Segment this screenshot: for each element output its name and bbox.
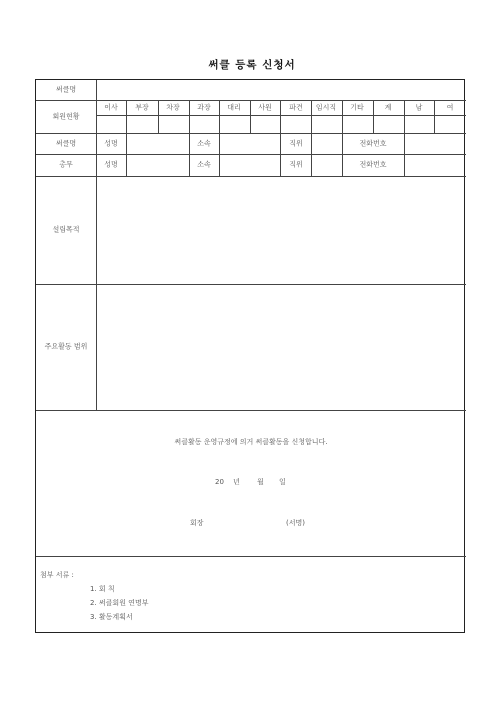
row-divider [36,176,466,177]
column-divider [280,100,281,133]
president-label: 회장 [190,519,204,527]
column-divider [311,100,312,133]
secretary-label: 총무 [59,160,73,169]
member-column-header: 차장 [166,103,180,112]
circle-name-label: 써클명 [55,85,77,94]
row-divider [36,284,466,285]
activity-scope-label: 주요활동 범위 [44,342,88,351]
application-form [35,79,465,633]
member-column-header: 이사 [104,103,118,112]
leader-affiliation-label: 소속 [197,139,211,148]
date-year-label: 년 [233,478,240,486]
member-column-header: 대리 [227,103,241,112]
leader-position-label: 직위 [289,139,303,148]
leader-phone-label: 전화번호 [359,139,387,148]
secretary-phone-label: 전화번호 [359,160,387,169]
column-divider [434,100,435,133]
purpose-label: 설립목적 [52,225,80,234]
column-divider [404,100,405,133]
column-divider [373,100,374,133]
column-divider [311,133,312,176]
attachment-item: 1. 회 칙 [90,585,115,593]
date-day-label: 일 [279,478,286,486]
date-year-prefix: 20 [215,478,224,486]
member-column-header: 남 [415,103,423,112]
column-divider [219,100,220,133]
column-divider [342,133,343,176]
member-column-header: 사원 [258,103,272,112]
secretary-name-label: 성명 [104,160,118,169]
member-column-header: 과장 [197,103,211,112]
row-divider [36,556,466,557]
member-column-header: 여 [446,103,454,112]
member-column-header: 임시직 [315,103,337,112]
column-divider [126,133,127,176]
column-divider [189,100,190,133]
circle-leader-label: 써클명 [55,139,77,148]
member-column-header: 부장 [135,103,149,112]
member-column-header: 기타 [350,103,364,112]
column-divider [126,100,127,133]
column-divider [404,133,405,176]
declaration-statement: 써클활동 운영규정에 의거 써클활동을 신청합니다. [174,438,328,446]
member-column-header: 파견 [289,103,303,112]
member-status-label: 회원현황 [52,112,80,121]
column-divider [250,100,251,133]
row-divider [96,115,466,116]
row-divider [36,133,466,134]
attachment-item: 2. 써클회원 연명부 [90,599,149,607]
column-divider [342,100,343,133]
attachment-item: 3. 활동계획서 [90,613,133,621]
member-column-header: 계 [384,103,392,112]
column-divider [280,133,281,176]
date-month-label: 월 [257,478,264,486]
attachments-header: 첨부 서류 : [40,571,74,579]
label-column-divider [96,80,97,410]
row-divider [36,100,466,101]
row-divider [36,410,466,411]
form-title: 써클 등록 신청서 [208,59,296,71]
column-divider [219,133,220,176]
signature-label: (서명) [286,519,305,527]
column-divider [158,100,159,133]
leader-name-label: 성명 [104,139,118,148]
secretary-position-label: 직위 [289,160,303,169]
secretary-affiliation-label: 소속 [197,160,211,169]
row-divider [36,154,466,155]
column-divider [189,133,190,176]
